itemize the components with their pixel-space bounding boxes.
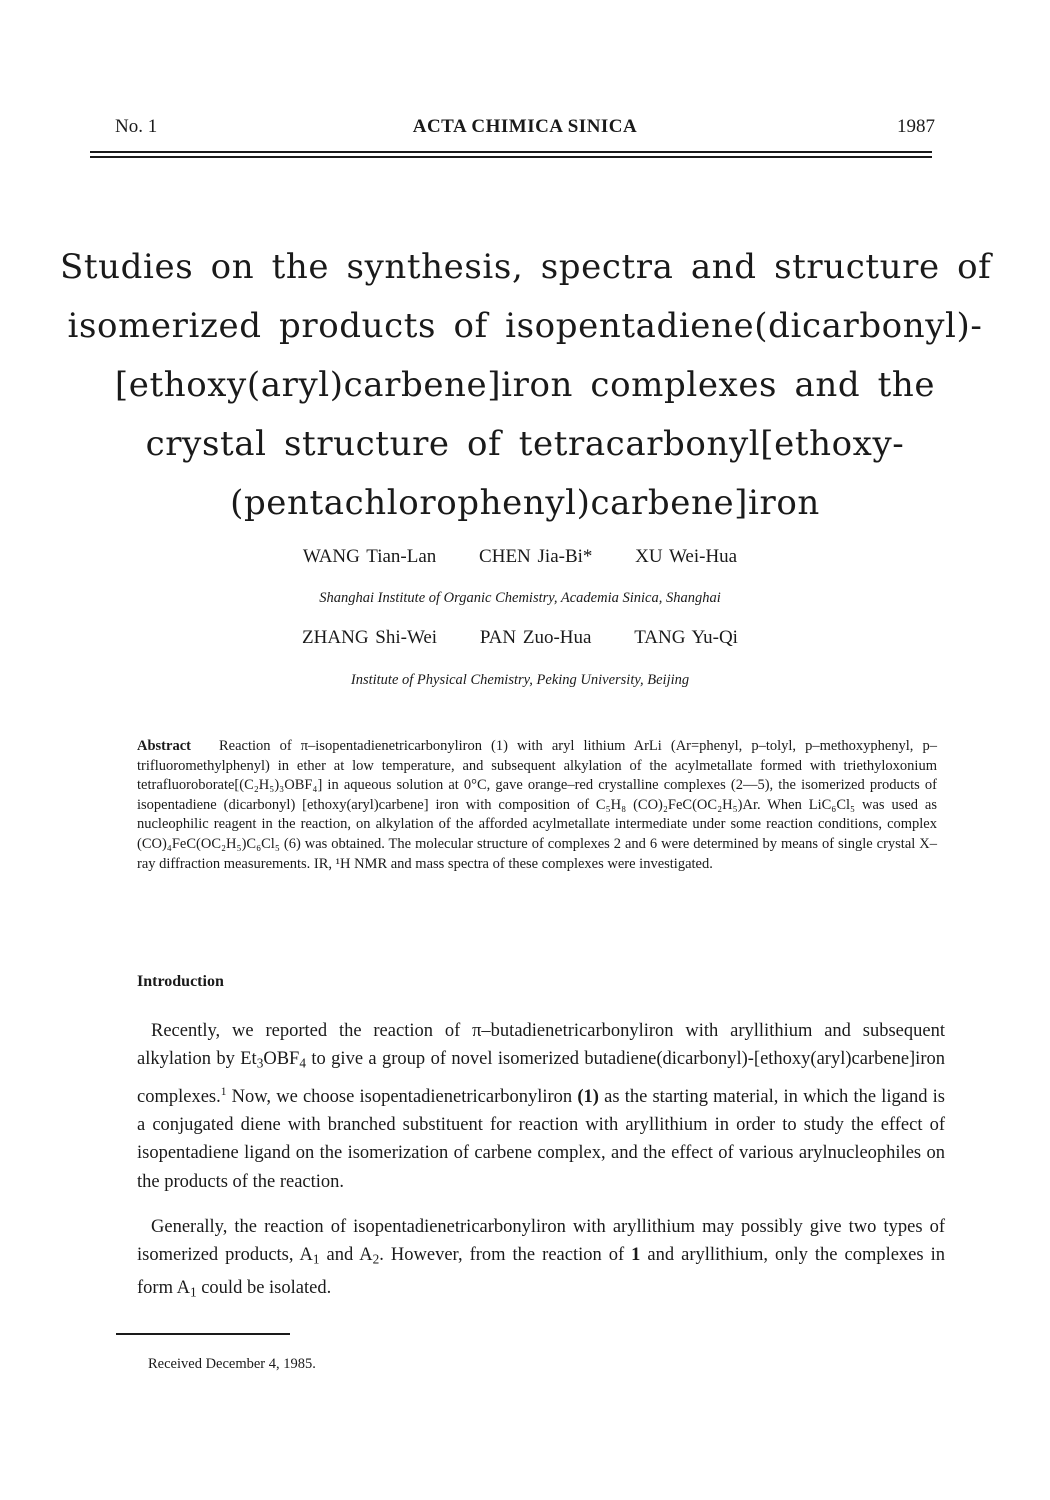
text-run: OBF [263,1049,300,1070]
author-list-2 [90,627,950,649]
title-line-4: crystal structure of tetracarbonyl[ethoxy- [145,424,905,464]
title-line-5: (pentachlorophenyl)carbene]iron [230,483,820,523]
abstract [137,737,937,874]
footnote-rule [116,1333,290,1335]
compound-number: (1) [577,1086,599,1107]
affiliation-1: Shanghai Institute of Organic Chemistry, Academia Sinica, Shanghai [319,590,721,606]
reference-marker[interactable]: 1 [220,1085,227,1098]
text-run: and A [319,1245,373,1266]
running-header [115,116,935,142]
subscript: 2 [372,1251,380,1267]
title-line-2: isomerized products of isopentadiene(dicarbonyl)- [67,306,983,346]
text-run: could be isolated. [196,1277,332,1298]
text-run: as the starting material, in which the ligand is a conjugated diene with branched substituent for reaction with aryllithium in order to study the effect of isopentadiene ligand on the isomerization of carbene complex, and the effect of various arylnucleophiles on the products of the reaction. [137,1086,945,1192]
author-name: CHEN Jia-Bi* [479,546,593,567]
abstract-text: Reaction of π–isopentadienetricarbonyliron (1) with aryl lithium ArLi (Ar=phenyl, p–tolyl, p–methoxyphenyl, p–trifluoromethylphenyl) in ether at low temperature, and subsequent alkylation of the acylmetallate formed with triethyloxonium tetrafluoroborate[(C₂H₅)₃OBF₄] in aqueous solution at 0°C, gave orange–red crystalline complexes (2—5), the isomerized products of isopentadiene (dicarbonyl) [ethoxy(aryl)carbene] iron with composition of C₅H₈ (CO)₂FeC(OC₂H₅)Ar. When LiC₆Cl₅ was used as nucleophilic reagent in the reaction, on alkylation of the afforded acylmetallate intermediate under some reaction conditions, complex (CO)₄FeC(OC₂H₅)C₆Cl₅ (6) was obtained. The molecular structure of complexes 2 and 6 were determined by means of single crystal X–ray diffraction measurements. IR, ¹H NMR and mass spectra of these complexes were investigated. [137,738,937,872]
text-run: and aryllithium, only the complexes in form A [137,1245,945,1298]
introduction-paragraph-2 [137,1213,945,1307]
paper-title [60,238,990,533]
affiliation-2: Institute of Physical Chemistry, Peking University, Beijing [350,672,690,688]
author-name: PAN Zuo-Hua [479,627,592,648]
publication-year: 1987 [897,116,935,137]
title-line-3: [ethoxy(aryl)carbene]iron complexes and the [114,365,936,405]
author-list-1 [90,546,950,568]
title-line-1: Studies on the synthesis, spectra and structure of [60,247,992,287]
header-rule-bottom [90,156,932,158]
issue-number: No. 1 [115,116,158,137]
author-name: ZHANG Shi-Wei [302,627,438,648]
author-name: XU Wei-Hua [635,546,738,567]
text-run: Now, we choose isopentadienetricarbonyliron [226,1086,578,1107]
header-rule-top [90,151,932,153]
received-date-footnote: Received December 4, 1985. [148,1356,316,1372]
author-name: TANG Yu-Qi [634,627,738,648]
subscript: 1 [189,1284,197,1300]
text-run: Generally, the reaction of isopentadienetricarbonyliron with aryllithium may possibly give two types of isomerized products, A [137,1217,945,1266]
subscript: 1 [312,1251,320,1267]
subscript: 3 [256,1055,264,1071]
author-name: WANG Tian-Lan [302,546,437,567]
introduction-paragraph-1 [137,1017,945,1196]
subscript: 4 [299,1055,307,1071]
text-run: to give a group of novel isomerized butadiene(dicarbonyl)-[ethoxy(aryl)carbene]iron complexes. [137,1049,945,1107]
text-run: . However, from the reaction of [379,1245,632,1266]
section-heading-introduction: Introduction [137,973,224,990]
journal-name: ACTA CHIMICA SINICA [412,116,638,137]
abstract-label: Abstract [137,738,191,754]
compound-number: 1 [631,1245,641,1266]
text-run: Recently, we reported the reaction of π–butadienetricarbonyliron with aryllithium and subsequent alkylation by Et [137,1021,945,1070]
